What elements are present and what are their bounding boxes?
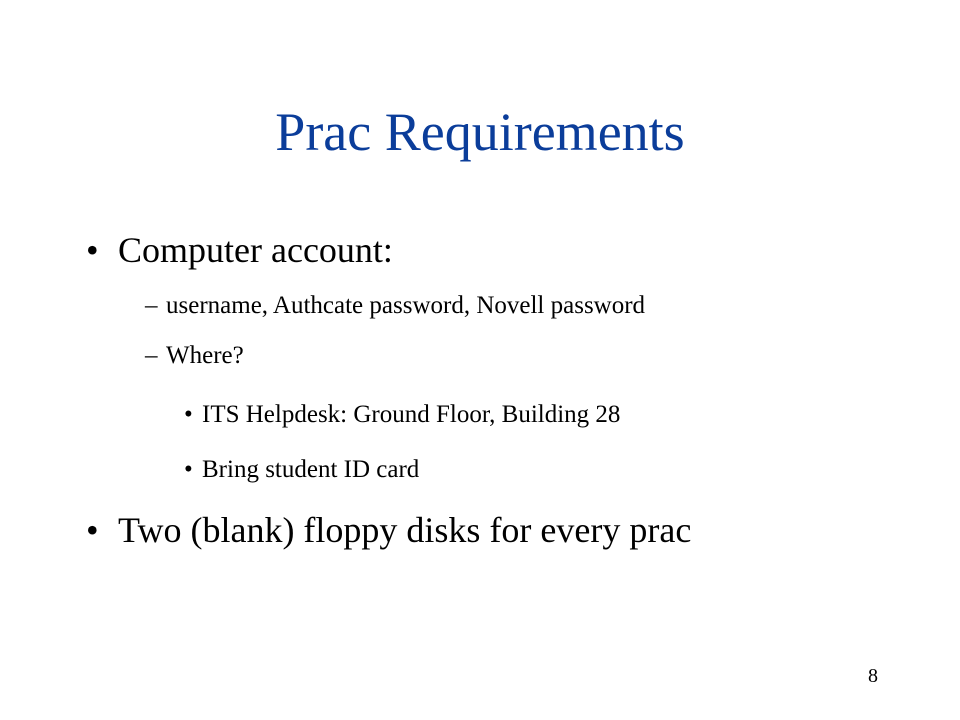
bullet-marker: • [184,456,193,483]
sub-bullet-text: username, Authcate password, Novell password [166,292,646,319]
sub-sub-bullet-text: ITS Helpdesk: Ground Floor, Building 28 [202,401,621,428]
sub-sub-bullet-item-id-card [184,455,420,485]
sub-bullet-text: Where? [166,342,244,369]
dash-marker: – [145,292,158,319]
sub-sub-bullet-item-helpdesk [184,400,621,430]
page-number: 8 [868,665,878,687]
bullet-text: Two (blank) floppy disks for every prac [118,510,692,550]
dash-marker: – [145,342,158,369]
sub-bullet-item-credentials [145,291,646,321]
bullet-marker: • [184,401,193,428]
bullet-marker: • [86,510,99,550]
slide-title: Prac Requirements [275,102,685,162]
sub-sub-bullet-text: Bring student ID card [202,456,420,483]
bullet-text: Computer account: [118,230,393,270]
bullet-marker: • [86,230,99,270]
sub-bullet-item-where [145,341,244,371]
